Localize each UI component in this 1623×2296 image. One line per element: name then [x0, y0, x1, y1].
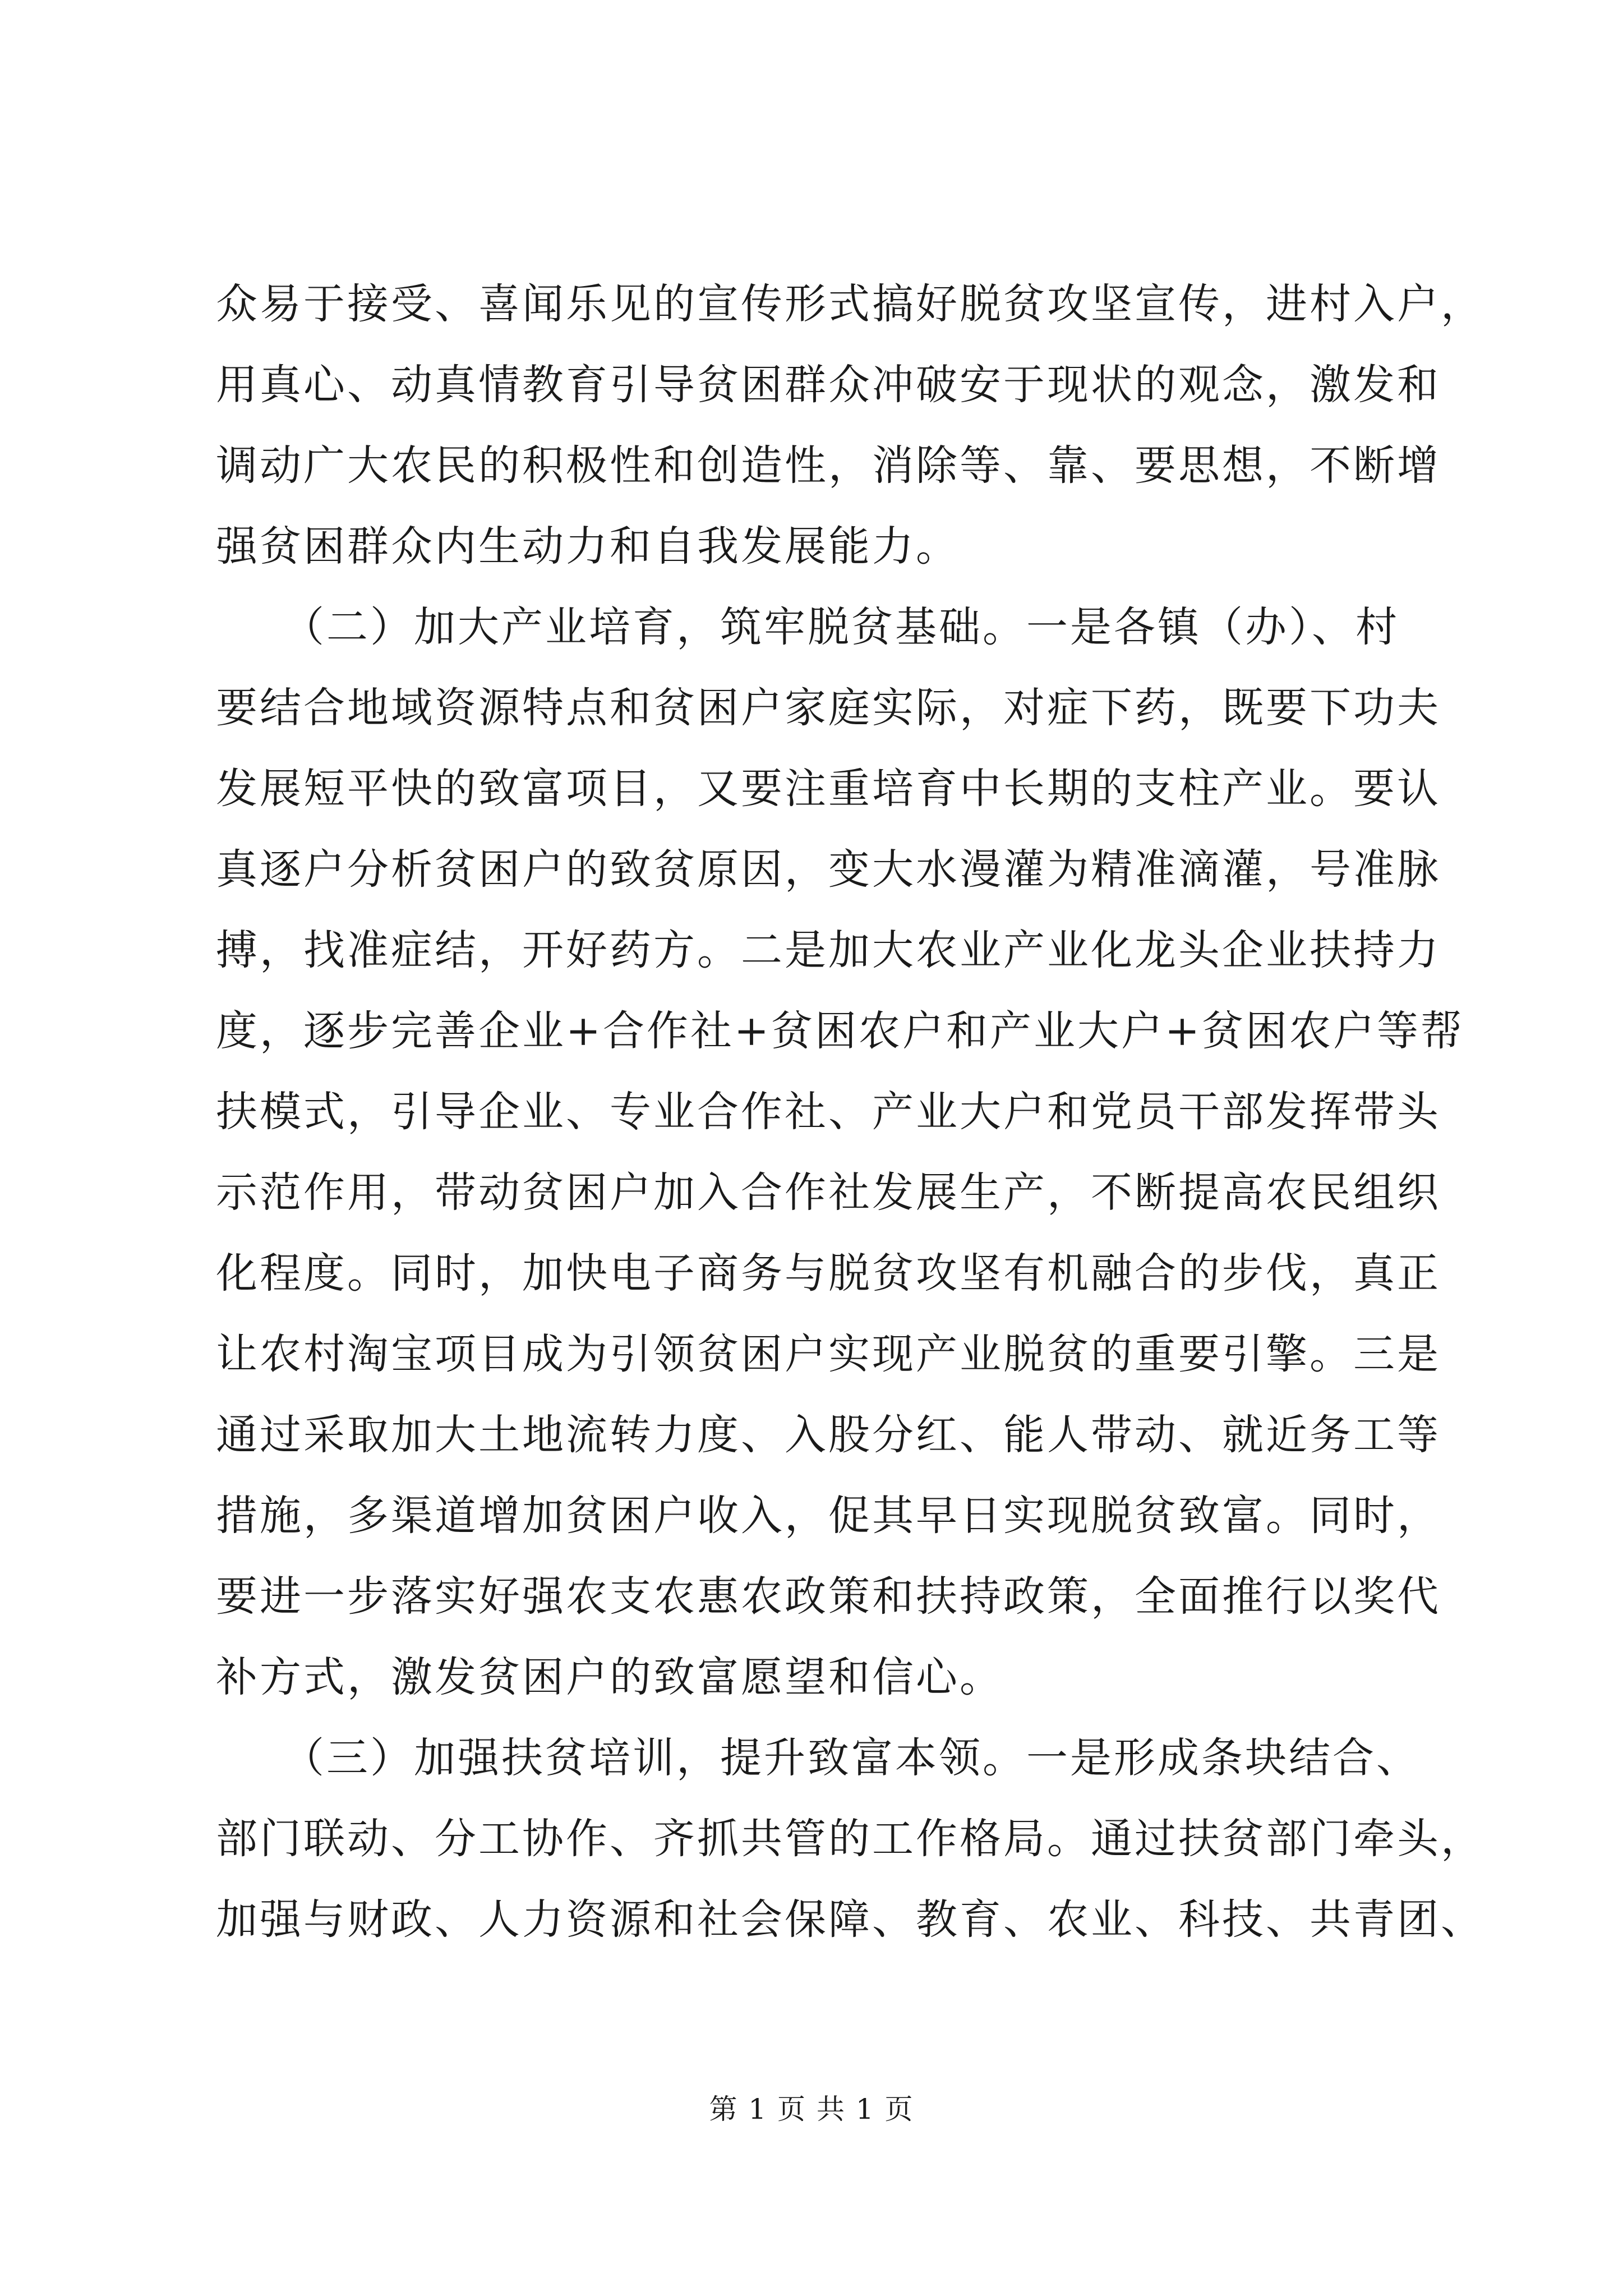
text-line: （二）加大产业培育，筑牢脱贫基础。一是各镇（办）、村 [216, 603, 1399, 651]
text-line: 补方式，激发贫困户的致富愿望和信心。 [216, 1653, 1003, 1701]
text-line: （三）加强扶贫培训，提升致富本领。一是形成条块结合、 [216, 1734, 1420, 1782]
text-line: 强贫困群众内生动力和自我发展能力。 [216, 522, 960, 570]
text-line: 通过采取加大土地流转力度、入股分红、能人带动、就近务工等 [216, 1411, 1441, 1459]
text-line: 要进一步落实好强农支农惠农政策和扶持政策，全面推行以奖代 [216, 1572, 1441, 1621]
text-line: 调动广大农民的积极性和创造性，消除等、靠、要思想，不断增 [216, 441, 1441, 490]
text-line: 众易于接受、喜闻乐见的宣传形式搞好脱贫攻坚宣传，进村入户， [216, 280, 1484, 328]
text-line: 真逐户分析贫困户的致贫原因，变大水漫灌为精准滴灌，号准脉 [216, 845, 1441, 894]
text-line: 让农村淘宝项目成为引领贫困户实现产业脱贫的重要引擎。三是 [216, 1330, 1441, 1378]
body-text [216, 264, 1484, 1960]
text-line: 示范作用，带动贫困户加入合作社发展生产，不断提高农民组织 [216, 1168, 1441, 1217]
text-line: 加强与财政、人力资源和社会保障、教育、农业、科技、共青团、 [216, 1895, 1484, 1944]
text-line: 要结合地域资源特点和贫困户家庭实际，对症下药，既要下功夫 [216, 684, 1441, 732]
text-line: 部门联动、分工协作、齐抓共管的工作格局。通过扶贫部门牵头， [216, 1815, 1484, 1863]
page-number-footer: 第 1 页 共 1 页 [709, 2093, 914, 2125]
text-line: 用真心、动真情教育引导贫困群众冲破安于现状的观念，激发和 [216, 361, 1441, 409]
text-line: 发展短平快的致富项目，又要注重培育中长期的支柱产业。要认 [216, 765, 1441, 813]
text-line: 化程度。同时，加快电子商务与脱贫攻坚有机融合的步伐，真正 [216, 1249, 1441, 1297]
text-line: 度，逐步完善企业+合作社+贫困农户和产业大户+贫困农户等帮 [216, 1007, 1465, 1055]
text-line: 措施，多渠道增加贫困户收入，促其早日实现脱贫致富。同时， [216, 1492, 1441, 1540]
text-line: 搏，找准症结，开好药方。二是加大农业产业化龙头企业扶持力 [216, 926, 1441, 974]
text-line: 扶模式，引导企业、专业合作社、产业大户和党员干部发挥带头 [216, 1088, 1441, 1136]
